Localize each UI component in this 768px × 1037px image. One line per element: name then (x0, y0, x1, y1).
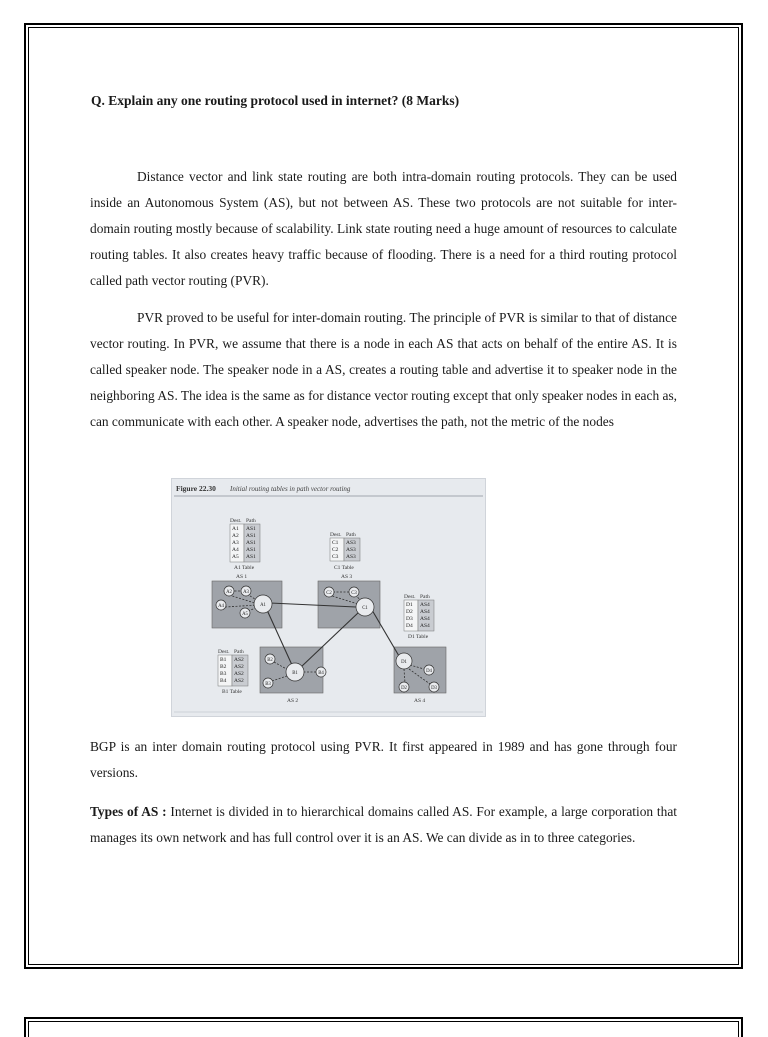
d1-table-dest: D1 (406, 602, 413, 608)
d1-table-path-header: Path (420, 594, 430, 600)
as3-label: AS 3 (341, 574, 353, 580)
a1-table-dest: A2 (232, 533, 239, 539)
node-b1-label: B1 (292, 671, 298, 676)
b1-routing-table (218, 649, 248, 695)
d1-table-dest: D4 (406, 623, 413, 629)
c1-table-path: AS3 (346, 540, 356, 546)
paragraph-distance-vector: Distance vector and link state routing are both intra-domain routing protocols. They can be used inside an Autonomous System (AS), but not between AS. These two protocols are not suitable for inter-domain routing mostly because of scalability. Link state routing need a huge amount of resources to calculate routing tables. It also creates heavy traffic because of flooding. There is a need for a third routing protocol called path vector routing (PVR). (90, 169, 677, 288)
node-a5-label: A5 (242, 612, 248, 617)
c1-routing-table (330, 532, 360, 571)
a1-table-path: AS1 (246, 554, 256, 560)
c1-table-dest: C3 (332, 554, 339, 560)
node-d1-label: D1 (401, 660, 407, 665)
figure-diagram (172, 479, 485, 716)
b1-table-dest: B4 (220, 678, 227, 684)
a1-table-path-header: Path (246, 518, 256, 524)
as2-label: AS 2 (287, 698, 299, 704)
figure-path-vector-routing (171, 478, 486, 717)
node-b4-label: B4 (318, 671, 324, 676)
node-a1-label: A1 (260, 603, 266, 608)
as4-label: AS 4 (414, 698, 426, 704)
c1-table-path: AS3 (346, 554, 356, 560)
a1-table-dest: A3 (232, 540, 239, 546)
a1-routing-table (230, 518, 260, 571)
b1-table-path: AS2 (234, 664, 244, 670)
d1-table-path: AS4 (420, 609, 430, 615)
d1-table-dest: D3 (406, 616, 413, 622)
b1-table-path: AS2 (234, 657, 244, 663)
b1-table-path: AS2 (234, 678, 244, 684)
c1-table-dest: C1 (332, 540, 339, 546)
node-c2-label: C2 (326, 591, 332, 596)
node-d4-label: D4 (426, 669, 432, 674)
as1-label: AS 1 (236, 574, 248, 580)
d1-table-dest: D2 (406, 609, 413, 615)
a1-table-path: AS1 (246, 533, 256, 539)
a1-table-label: A1 Table (234, 565, 255, 571)
a1-table-dest: A4 (232, 547, 239, 553)
node-b2-label: B2 (267, 658, 273, 663)
paragraph-bgp: BGP is an inter domain routing protocol using PVR. It first appeared in 1989 and has gone through four versions. (90, 739, 677, 780)
d1-table-path: AS4 (420, 616, 430, 622)
figure-number: Figure 22.30 (176, 484, 216, 493)
c1-table-dest: C2 (332, 547, 339, 553)
node-a4-label: A4 (218, 604, 224, 609)
b1-table-dest: B2 (220, 664, 227, 670)
paragraph-types-of-as (90, 799, 677, 851)
c1-table-path: AS3 (346, 547, 356, 553)
paragraph-pvr: PVR proved to be useful for inter-domain routing. The principle of PVR is similar to that of distance vector routing. In PVR, we assume that there is a node in each AS that acts on behalf of the entire AS. It is called speaker node. The speaker node in a AS, creates a routing table and advertise it to speaker node in the neighboring AS. The idea is the same as for distance vector routing except that only speaker nodes in each as, can communicate with each other. A speaker node, advertises the path, not the metric of the nodes (90, 310, 677, 429)
a1-table-path: AS1 (246, 540, 256, 546)
node-a3-label: A3 (243, 590, 249, 595)
b1-table-path-header: Path (234, 649, 244, 655)
a1-table-dest-header: Dest. (230, 518, 242, 524)
a1-table-path: AS1 (246, 547, 256, 553)
a1-table-dest: A5 (232, 554, 239, 560)
b1-table-dest: B3 (220, 671, 227, 677)
question-heading: Q. Explain any one routing protocol used in internet? (8 Marks) (91, 93, 460, 108)
node-a2-label: A2 (226, 590, 232, 595)
a1-table-dest: A1 (232, 526, 239, 532)
c1-table-dest-header: Dest. (330, 532, 342, 538)
node-c1-label: C1 (362, 606, 368, 611)
types-of-as-body: Internet is divided in to hierarchical domains called AS. For example, a large corporation that manages its own network and has full control over it is an AS. We can divide as in to three categories. (90, 804, 677, 845)
c1-table-label: C1 Table (334, 565, 354, 571)
b1-table-label: B1 Table (222, 689, 242, 695)
next-page-frame (24, 1017, 743, 1037)
d1-table-label: D1 Table (408, 634, 429, 640)
d1-table-path: AS4 (420, 623, 430, 629)
next-page-frame-inner-border (28, 1021, 739, 1037)
b1-table-dest-header: Dest. (218, 649, 230, 655)
node-b3-label: B3 (265, 682, 271, 687)
a1-table-path: AS1 (246, 526, 256, 532)
d1-table-dest-header: Dest. (404, 594, 416, 600)
b1-table-dest: B1 (220, 657, 227, 663)
node-d2-label: D2 (401, 686, 407, 691)
d1-routing-table (404, 594, 434, 640)
node-d3-label: D3 (431, 686, 437, 691)
c1-table-path-header: Path (346, 532, 356, 538)
figure-caption: Initial routing tables in path vector routing (230, 485, 351, 493)
node-c3-label: C3 (351, 591, 357, 596)
d1-table-path: AS4 (420, 602, 430, 608)
b1-table-path: AS2 (234, 671, 244, 677)
types-of-as-lead: Types of AS : (90, 804, 167, 819)
